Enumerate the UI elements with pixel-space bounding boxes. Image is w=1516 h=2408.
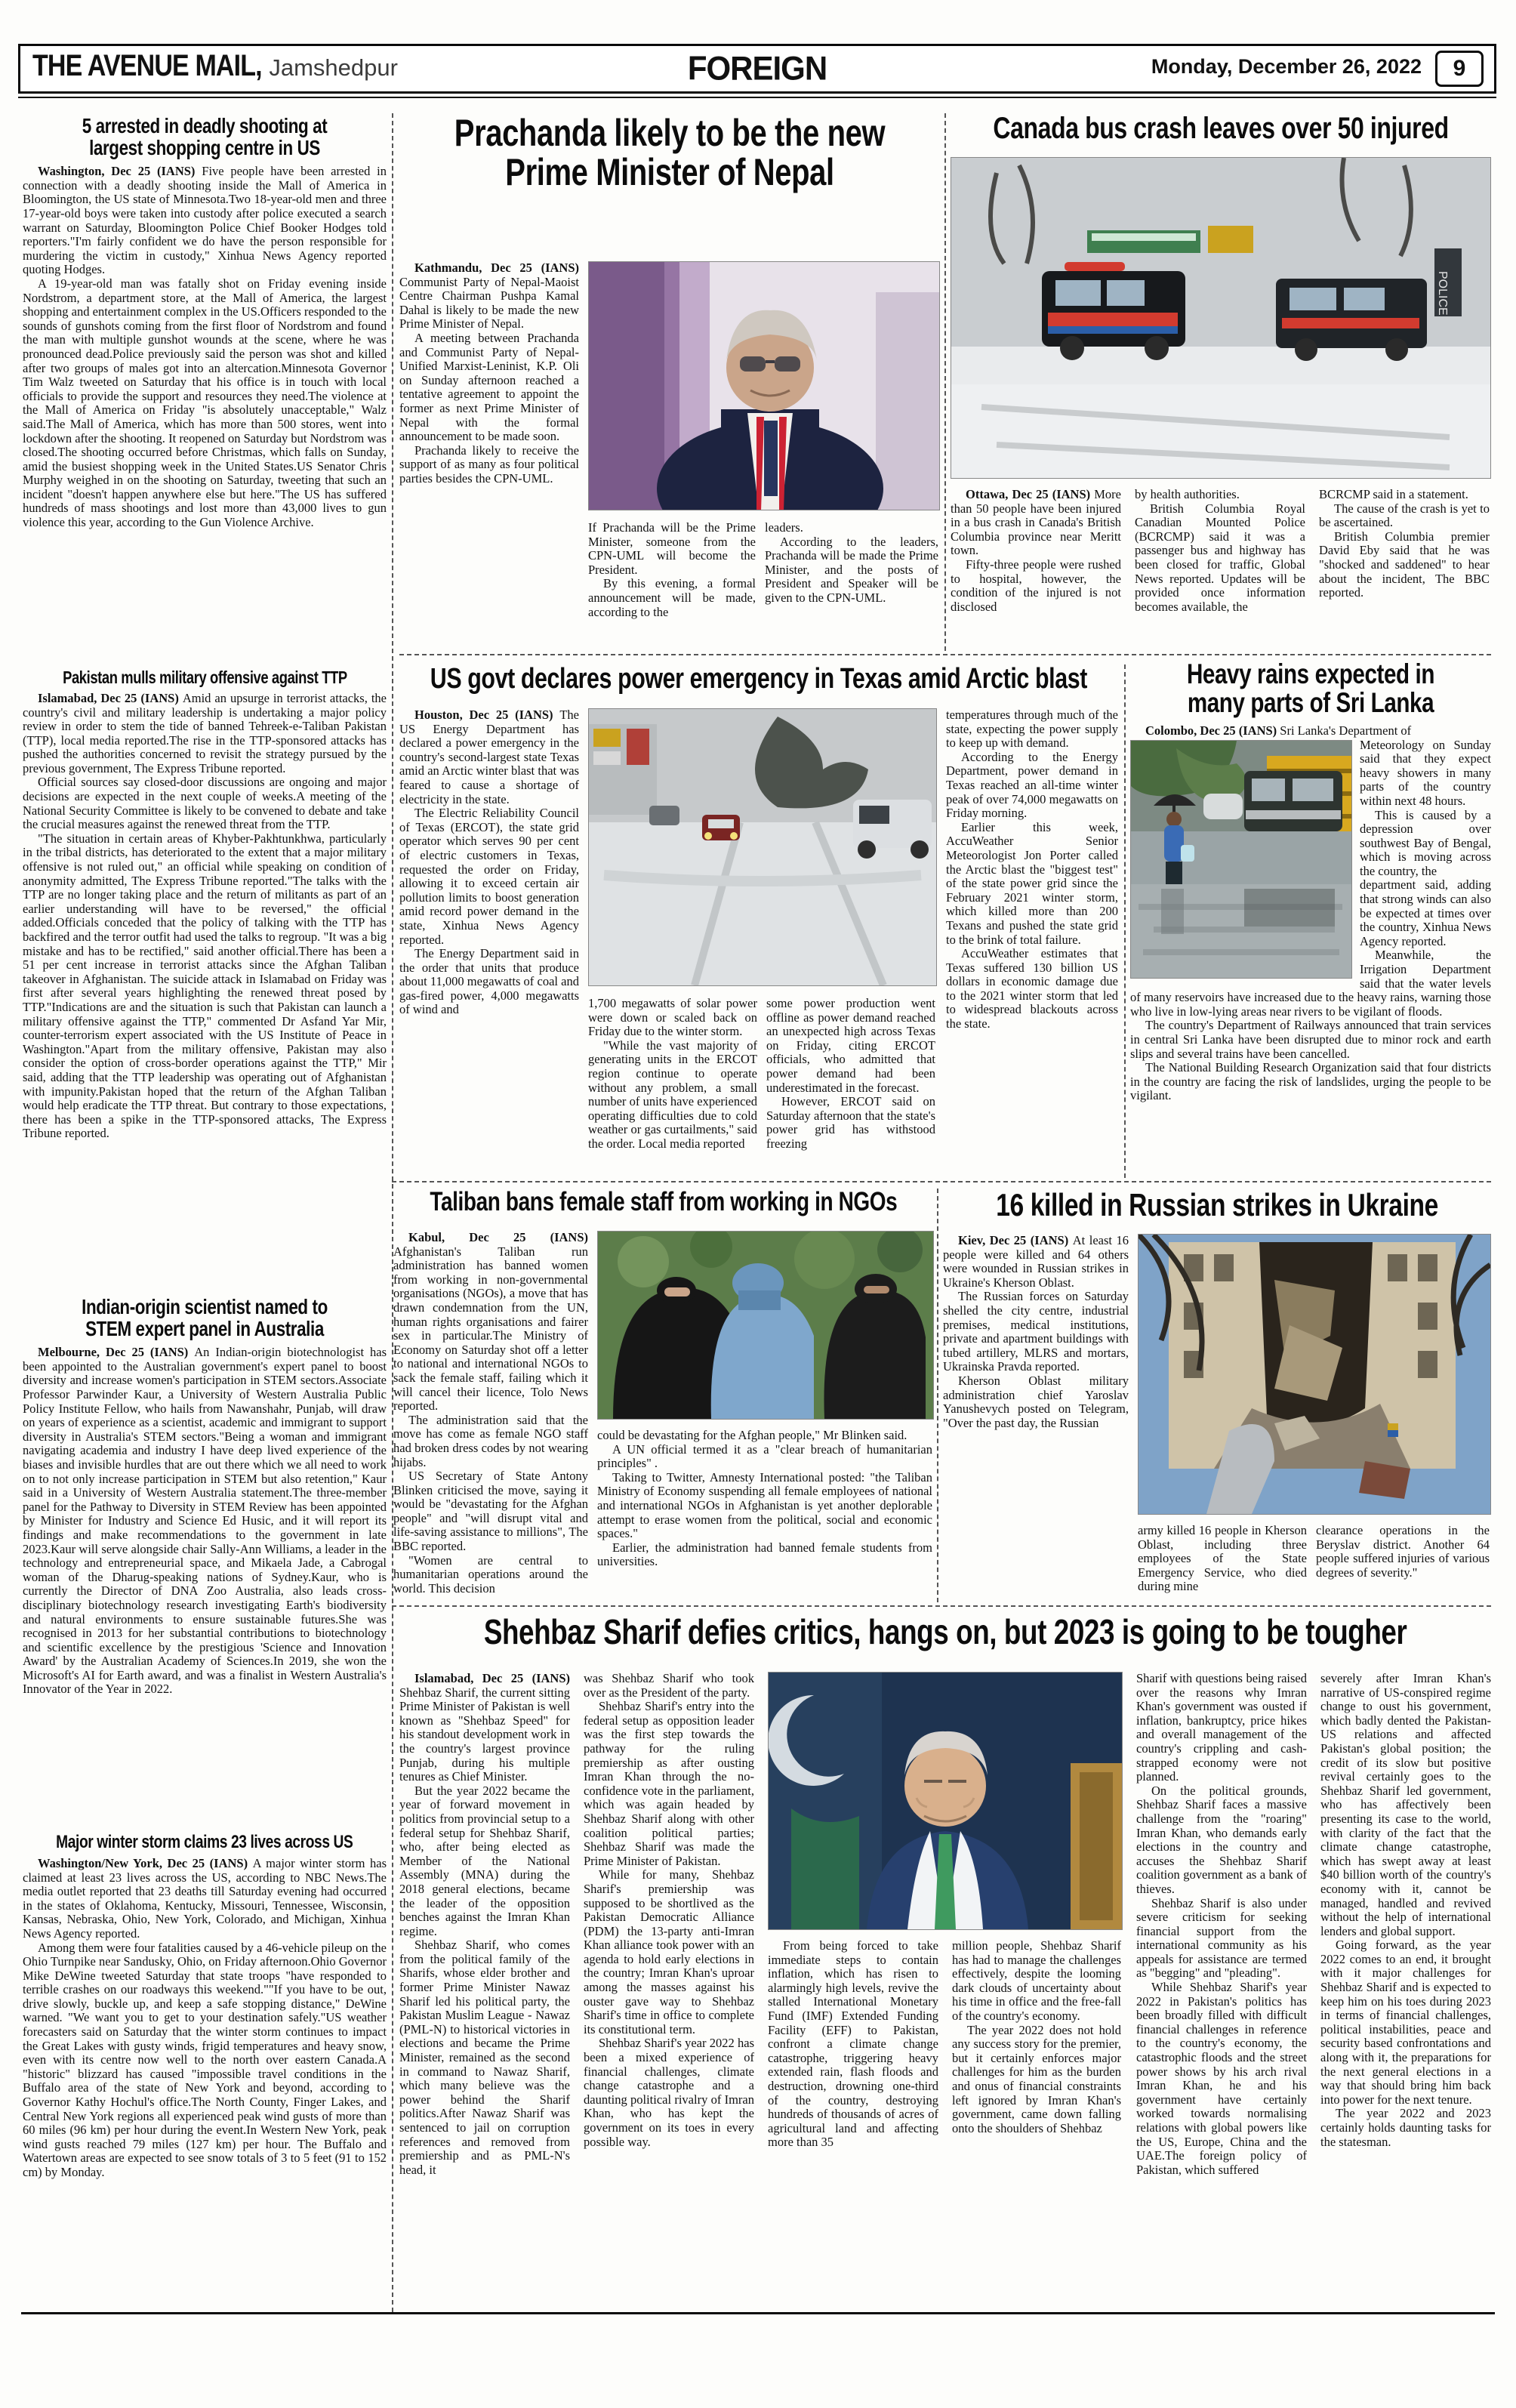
ukraine-strikes-col2 xyxy=(1138,1524,1307,1602)
paragraph: Prachanda likely to receive the support of as many as four political parties besides the CPN-UML. xyxy=(399,442,579,486)
paragraph: Earlier this week, AccuWeather Senior Meteorologist Jon Porter called the Arctic blast the "biggest test" of the state power grid since the February 2021 winter storm, which killed more than 200 Texans and pushed the state grid to the brink of total failure. xyxy=(946,819,1118,947)
paragraph: "The situation in certain areas of Khyber-Pakhtunkhwa, particularly in the tribal districts, has deteriorated to the extent that a major military offensive is not ruled out," an official while speaking on condition of anonymity admitted, The Express Tribune reported."The talks with the TTP are no longer taking place and the return of militants as part of an earlier understanding will have to be reversed," the official added.Officials conceded that the policy of talking with the TTP has backfired and the terror outfit had used the talks to regroup. "It was a big mistake and has to be rectified," said another official.There has been a 51 per cent increase in terrorist attacks since the Afghan Taliban takeover in Afghanistan. The suicide attack in Islamabad on Friday was first after several years highlighting the renewed threat posed by TTP."Indications are and the situation is such that Pakistan can launch a military offensive against the TTP," commented Dr Asfand Yar Mir, counter-terrorism expert associated with the US Institute of Peace in Washington."Apart from the military offensive, Pakistan may also consider the option of cross-border operations against the TTP," Mir said, adding that the TTP leadership was operating out of Afghanistan with impunity.Pakistan hoped that the return of the Afghan Taliban would help eradicate the TTP threat. But contrary to those expectations, there has been a spike in the TTP-sponsored attacks, The Express Tribune reported. xyxy=(23,831,387,1141)
paragraph: Fifty-three people were rushed to hospital, however, the condition of the injured is not disclosed xyxy=(951,557,1121,614)
paragraph: Shehbaz Sharif is also under severe criticism for seeking financial support from the international community as his appeals for assistance are termed as "begging" and "pleading". xyxy=(1136,1895,1307,1981)
paragraph: US Secretary of State Antony Blinken criticised the move, saying it would be "devastating for the Afghan people" and "will disrupt vital and life-saving assistance to millions", The BBC reported. xyxy=(393,1469,588,1554)
article-shehbaz xyxy=(399,1614,1491,2309)
paragraph: "Women are central to humanitarian operations around the world. This decision xyxy=(393,1552,588,1596)
shehbaz-col5 xyxy=(1136,1672,1307,2303)
paragraph: Washington, Dec 25 (IANS) Five people have been arrested in connection with a deadly shooting inside the Mall of America in Bloomington, the US state of Minnesota.Two 18-year-old men and three 17-year-old boys were taken into custody after police executed a search warrant on Saturday, Bloomington Police Chief Booker Hodges told reporters."I'm fairly confident we do have the person responsible for murdering the victim in custody," Xinhua News Agency reported quoting Hodges. xyxy=(23,165,387,277)
texas-power-col2 xyxy=(588,997,757,1175)
texas-power-col1 xyxy=(399,708,579,1175)
paragraph: The year 2022 and 2023 certainly holds daunting tasks for the statesman. xyxy=(1320,2106,1491,2149)
winter-storm-body xyxy=(23,1857,387,2295)
paragraph: Houston, Dec 25 (IANS) The US Energy Department has declared a power emergency in the country's second-largest state Texas amid an Arctic winter blast that was feared to cause a shortage of electricity in the state. xyxy=(399,708,579,806)
paragraph: Shehbaz Sharif's year 2022 has been a mixed experience of financial challenges, climate change catastrophe and a daunting political rivalry of Imran Khan, who has kept the government on its toes in every possible way. xyxy=(584,2036,754,2149)
article-taliban-ngo xyxy=(393,1189,934,1602)
shehbaz-col3 xyxy=(768,1939,938,2303)
paragraph: Ottawa, Dec 25 (IANS) More than 50 people have been injured in a bus crash in Canada's British Columbia province near Meritt town. xyxy=(951,488,1121,558)
taliban-women-photo xyxy=(597,1231,934,1420)
prachanda-photo xyxy=(588,261,940,510)
article-nepal-pm xyxy=(399,113,940,652)
paragraph: While Shehbaz Sharif's year 2022 in Pakistan's politics has been broadly filled with difficult financial challenges in reference to the country's economy, the catastrophic floods and the street power shows by his arch rival Imran Khan, he and his government have certainly worked towards normalising relations with global powers like the US, Europe, China and the UAE.The foreign policy of Pakistan, which suffered xyxy=(1136,1980,1307,2177)
paragraph: The cause of the crash is yet to be ascertained. xyxy=(1319,501,1490,530)
paragraph: temperatures through much of the state, expecting the power supply to keep up with demand. xyxy=(946,708,1118,751)
paragraph: Islamabad, Dec 25 (IANS) Amid an upsurge in terrorist attacks, the country's civil and military leadership is undertaking a major policy review in order to stem the tide of banned Tehreek-e-Taliban Pakistan (TTP), local media reported.The rise in the TTP-sponsored attacks has pushed the authorities concerned to revisit the strategy pursued by the previous government, The Express Tribune reported. xyxy=(23,691,387,775)
header-rule xyxy=(18,97,1496,98)
ukraine-damage-photo xyxy=(1138,1234,1491,1515)
ukraine-strikes-col3 xyxy=(1316,1524,1490,1602)
paragraph: was Shehbaz Sharif who took over as the President of the party. xyxy=(584,1672,754,1700)
paragraph: Colombo, Dec 25 (IANS) Sri Lanka's Department of xyxy=(1145,723,1412,738)
paragraph: could be devastating for the Afghan people," Mr Blinken said. xyxy=(597,1429,907,1442)
article-stem-panel xyxy=(23,1296,387,1697)
paragraph: From being forced to take immediate steps to contain inflation, which has risen to alarmingly high levels, revive the stalled International Monetary Fund (IMF) Extended Funding Facility (EFF) to Pakistan, confront a climate change catastrophe, triggering heavy extended rain, flash floods and destruction, drowning one-third of the country, destroying hundreds of thousands of acres of agricultural land and affecting more than 35 xyxy=(768,1939,938,2150)
paragraph: The administration said that the move has come as female NGO staff had broken dress codes by not wearing hijabs. xyxy=(393,1412,588,1469)
masthead xyxy=(18,44,1496,94)
paragraph: Kabul, Dec 25 (IANS)Afghanistan's Taliban run administration has banned women from working in non-governmental organisations (NGOs), a move that has drawn condemnation from the UN, human rights organisations and fairer sex in particular.The Ministry of Economy on Saturday shot off a letter to national and international NGOs to sack the female staff, failing which it will cancel their licence, Tolo News reported. xyxy=(393,1231,588,1414)
texas-power-col3 xyxy=(766,997,935,1175)
shehbaz-col4 xyxy=(952,1939,1121,2303)
paragraph: British Columbia Royal Canadian Mounted Police (BCRCMP) said it was a passenger bus and highway has been closed for traffic, Global News reported. Updates will be provided once information becomes available, the xyxy=(1135,501,1305,614)
paragraph: The Electric Reliability Council of Texas (ERCOT), the state grid operator which serves 90 per cent of electric customers in Texas, requested the order on Friday, allowing it to exceed certain air pollution limits to boost generation amid record power demand in the state, Xinhua News Agency reported. xyxy=(399,806,579,947)
stem-panel-headline: Indian-origin scientist named to STEM expert panel in Australia xyxy=(82,1295,328,1341)
paragraph: This is caused by a depression over southwest Bay of Bengal, which is moving across the country, the xyxy=(1360,807,1491,878)
mall-shooting-headline: 5 arrested in deadly shooting at largest shopping centre in US xyxy=(82,114,328,160)
paragraph: Earlier, the administration had banned female students from universities. xyxy=(597,1540,932,1569)
article-pakistan-ttp xyxy=(23,669,387,1141)
paragraph: army killed 16 people in Kherson Oblast, including three employees of the State Emergency Service, who died during mine xyxy=(1138,1524,1307,1594)
article-winter-storm xyxy=(23,1833,387,2295)
texas-power-col4 xyxy=(946,708,1118,1175)
shehbaz-col2 xyxy=(584,1672,754,2303)
srilanka-flood-photo xyxy=(1130,740,1352,979)
paragraph: Among them were four fatalities caused by a 46-vehicle pileup on the Ohio Turnpike near Sandusky, Ohio, on Friday afternoon.Ohio Governor Mike DeWine tweeted Saturday that state troops "have responded to terrible crashes on our roadways this weekend.""If you have to be out, drive slowly, buckle up, and keep a safe stopping distance," DeWine warned. "We want you to get to your destination safely."US weather forecasters said on Saturday that the winter storm continues to impact the Great Lakes with gusty winds, frigid temperatures and heavy snow, even with its centre now well to the north over eastern Canada.A "historic" blizzard has caused "impossible travel conditions in the Buffalo area of the state of New York and beyond, according to Governor Kathy Hochul's office.The North County, Finger Lakes, and Central New York regions all experienced peak wind gusts of more than 60 miles (96 km) per hour during the event.In Western New York, peak wind gusts reached 79 miles (127 km) per hour. The Buffalo and Watertown areas are expected to see snow totals of 3 to 5 feet (91 to 152 cm) by Monday. xyxy=(23,1940,387,2180)
paragraph: by health authorities. xyxy=(1135,488,1240,501)
texas-power-headline: US govt declares power emergency in Texas amid Arctic blast xyxy=(430,663,1088,695)
article-srilanka-rains xyxy=(1130,660,1491,1178)
masthead-city: Jamshedpur xyxy=(269,54,398,81)
taliban-ngo-col2 xyxy=(597,1429,932,1601)
paragraph: some power production went offline as power demand reached an unexpected high across Texas on Friday, citing ERCOT officials, who admitted that power demand had been underestimated in the forecast. xyxy=(766,997,935,1095)
paragraph: Official sources say closed-door discussions are ongoing and major decisions are expected in the next couple of weeks.A meeting of the National Security Committee is likely to be convened to debate and take the crucial measures against the renewed threat from the TTP. xyxy=(23,775,387,832)
paragraph: The Energy Department said in the order that units that produce about 11,000 megawatts of coal and gas-fired power, 4,000 megawatts of wind and xyxy=(399,946,579,1017)
divider-nepal-canada xyxy=(944,113,946,651)
section-title: FOREIGN xyxy=(687,49,827,88)
canada-crash-photo xyxy=(951,157,1491,479)
divider-row2-row3 xyxy=(392,1181,1491,1182)
paragraph: If Prachanda will be the Prime Minister, someone from the CPN-UML will become the President. xyxy=(588,521,756,577)
paragraph: 1,700 megawatts of solar power were down or scaled back on Friday due to the winter storm. xyxy=(588,997,757,1039)
pakistan-ttp-body xyxy=(23,692,387,1141)
paragraph: department said, adding that strong winds can also be expected at times over the country, Xinhua News Agency reported. xyxy=(1360,877,1491,948)
canada-crash-col2 xyxy=(1135,488,1305,652)
ukraine-strikes-col1 xyxy=(943,1234,1129,1601)
paragraph: The National Building Research Organization said that four districts in the country are facing the risk of landslides, urging the people to be vigilant. xyxy=(1130,1060,1491,1103)
paragraph: According to the Energy Department, power demand in Texas reached an all-time winter peak of over 74,000 megawatts on Friday morning. xyxy=(946,749,1118,821)
mall-shooting-body xyxy=(23,165,387,529)
srilanka-rains-body xyxy=(1130,724,1491,1103)
paragraph: severely after Imran Khan's narrative of US-conspired regime change to oust his government, which badly dented the Pakistan-US relations and affected Pakistan's global position; the credit of its slow but positive revival certainly goes to the Shehbaz Sharif led government, who has affectively been presenting its case to the world, with clarity of the fact that the climate change catastrophe, which has swept away at least $40 billion worth of the country's economy with it, cannot be managed, handled and revived without the help of international lenders and global support. xyxy=(1320,1672,1491,1938)
divider-taliban-ukraine xyxy=(937,1189,938,1602)
nepal-pm-headline: Prachanda likely to be the new Prime Minister of Nepal xyxy=(454,112,886,193)
canada-crash-col3 xyxy=(1319,488,1490,652)
shehbaz-photo xyxy=(768,1672,1123,1930)
winter-storm-headline: Major winter storm claims 23 lives across US xyxy=(56,1832,353,1852)
divider-row1-row2 xyxy=(399,654,1491,655)
shehbaz-col6 xyxy=(1320,1672,1491,2303)
paragraph: Meanwhile, the Irrigation Department said that the water levels of many reservoirs have increased due to the heavy rains, warning those who live in low-lying areas near rivers to be vigilant of floods. xyxy=(1130,948,1491,1019)
paragraph: Shehbaz Sharif's entry into the federal setup as opposition leader was the first step towards the pathway for the ruling premiership as after ousting Imran Khan through the no-confidence vote in the parliament, which was again headed by Shehbaz Sharif along with other coalition political parties; Shehbaz Sharif was made the Prime Minister of Pakistan. xyxy=(584,1699,754,1868)
paragraph: Going forward, as the year 2022 comes to an end, it brought with it major challenges for Shehbaz Sharif and is expected to keep him on his toes during 2023 in terms of financial challenges, political instabilities, peace and security based confrontations and along with it, the preparations for the next general elections in a way that should bring him back into power for the next tenure. xyxy=(1320,1938,1491,2107)
paragraph: According to the leaders, Prachanda will be made the Prime Minister, and the posts of President and Speaker will be given to the CPN-UML. xyxy=(765,534,938,605)
masthead-title: THE AVENUE MAIL, xyxy=(32,49,262,82)
svg-text:POLICE: POLICE xyxy=(1436,271,1449,316)
taliban-ngo-headline: Taliban bans female staff from working in NGOs xyxy=(430,1187,898,1216)
paragraph: "While the vast majority of generating units in the ERCOT region continue to operate without any problem, a small number of units have experienced operating difficulties due to cold weather or gas curtailments," said the order. Local media reported xyxy=(588,1038,757,1151)
ukraine-strikes-headline: 16 killed in Russian strikes in Ukraine xyxy=(996,1187,1438,1222)
nepal-pm-col1 xyxy=(399,261,579,654)
nepal-pm-col2 xyxy=(588,521,756,654)
paragraph: A UN official termed it as a "clear breach of humanitarian principles" . xyxy=(597,1441,932,1471)
paragraph: clearance operations in the Beryslav district. Another 64 people suffered injuries of various degrees of severity." xyxy=(1316,1524,1490,1580)
paragraph: leaders. xyxy=(765,521,803,535)
paragraph: AccuWeather estimates that Texas suffered 130 billion US dollars in economic damage due to the 2021 winter storm that led to widespread blackouts across the state. xyxy=(946,946,1118,1031)
nepal-pm-col3 xyxy=(765,521,938,654)
canada-crash-col1 xyxy=(951,488,1121,652)
stem-panel-body xyxy=(23,1346,387,1697)
article-texas-power xyxy=(399,664,1118,1178)
divider-texas-srilanka xyxy=(1124,664,1126,1178)
bottom-rule xyxy=(21,2312,1495,2314)
shehbaz-col1 xyxy=(399,1672,570,2303)
shehbaz-headline: Shehbaz Sharif defies critics, hangs on, but 2023 is going to be tougher xyxy=(483,1612,1407,1651)
paragraph: Shehbaz Sharif, who comes from the political family of the Sharifs, whose elder brother and former Prime Minister Nawaz Sharif led his political party, the Pakistan Muslim League - Nawaz (PML-N) to historical victories in elections and became the Prime Minister, remained as the second in command to Nawaz Sharif, which many believe was the power behind the Sharif politics.After Nawaz Sharif was sentenced to jail on corruption references and removed from premiership and as PML-N's head, it xyxy=(399,1938,570,2177)
paragraph: A meeting between Prachanda and Communist Party of Nepal-Unified Marxist-Leninist, K.P. Oli on Sunday afternoon reached a tentative agreement to appoint the former as next Prime Minister of Nepal with the formal announcement to be made soon. xyxy=(399,330,579,444)
page-number: 9 xyxy=(1435,51,1484,87)
paragraph: However, ERCOT said on Saturday afternoon that the state's power grid has withstood freezing xyxy=(766,1094,935,1151)
paragraph: BCRCMP said in a statement. xyxy=(1319,488,1468,501)
paragraph: The year 2022 does not hold any success story for the premier, but it certainly enforces major challenges for him as the burden and onus of financial constraints left ignored by Imran Khan's government, came down falling onto the shoulders of Shehbaz xyxy=(952,2022,1121,2135)
paragraph: Washington/New York, Dec 25 (IANS) A major winter storm has claimed at least 23 lives across the US, according to NBC News.The media outlet reported that 23 deaths till Saturday evening had occurred in the states of Oklahoma, Kentucky, Missouri, Tennessee, Wisconsin, Kansas, Nebraska, Ohio, New York, Colorado, and Michigan, Xinhua News Agency reported. xyxy=(23,1856,387,1941)
pakistan-ttp-headline: Pakistan mulls military offensive against TTP xyxy=(62,668,347,687)
paragraph: Islamabad, Dec 25 (IANS)Shehbaz Sharif, the current sitting Prime Minister of Pakistan is well known as "Shehbaz Speed" for his standout development work in the country's largest province Punjab, during his multiple tenures as Chief Minister. xyxy=(399,1672,570,1784)
paragraph: Meteorology on Sunday said that they expect heavy showers in many parts of the country within next 48 hours. xyxy=(1360,737,1491,808)
texas-storm-photo xyxy=(588,708,937,986)
srilanka-rains-headline: Heavy rains expected in many parts of Sri Lanka xyxy=(1186,658,1435,719)
paragraph: Sharif with questions being raised over the reasons why Imran Khan's government was ousted if inflation, bankruptcy, price hikes and overall management of the country's crippling and cash-strapped economy were not planned. xyxy=(1136,1672,1307,1784)
divider-row3-shehbaz xyxy=(392,1605,1491,1607)
paragraph: While for many, Shehbaz Sharif's premiership was supposed to be shortlived as the Pakistan Democratic Alliance (PDM) the 13-party anti-Imran Khan alliance took power with an agenda to hold early elections in the country; Imran Khan's uproar among the masses against his ouster gave way to Shehbaz Sharif's time in office to complete its constitutional term. xyxy=(584,1867,754,2036)
paragraph: On the political grounds, Shehbaz Sharif faces a massive challenge from the "roaring" Imran Khan, who demands early elections in the country and accuses the Shehbaz Sharif coalition government as a bank of thieves. xyxy=(1136,1783,1307,1896)
paragraph: Melbourne, Dec 25 (IANS) An Indian-origin biotechnologist has been appointed to the Australian government's expert panel to boost diversity and increase women's participation in STEM sectors.Associate Professor Parwinder Kaur, a University of Western Australia Public Policy Institute Fellow, who hails from Nawanshahr, Punjab, will draw on years of experience as a scientist, academic and immigrant to support diversity in Australia's STEM sectors."Being a woman and immigrant navigating academia and industry I have deep lived experience of the biases and invisible hurdles that are out there which we all need to work on to not only increase participation in STEM but also retention," Kaur said in a University of Western Australia statement.The three-member panel for the Pathway to Diversity in STEM Review has been appointed by Minister for Industry and Science Ed Husic, and it will report its findings and make recommendations to the government in late 2023.Kaur will serve alongside chair Sally-Ann Williams, a leader in the technology and entrepreneurial space, and Mikaela Jade, a Cabrogal woman of the Dharug-speaking nations of Sydney.Kaur, who is currently the Director of DNA Zoo Australia, also leads cross-disciplinary biotechnology research investigating Earth's biodiversity and natural environments to ensure sustainable futures.She was recognised in 2013 for her substantial contributions to biotechnology and scientific excellence by the prestigious 'Science and Innovation Award' by the Australian Academy of Sciences.In 2019, she won the Microsoft's AI for Earth award, and was a finalist in Western Australia's Innovator of the Year in 2022. xyxy=(23,1346,387,1697)
paragraph: The country's Department of Railways announced that train services in central Sri Lanka have been disrupted due to minor rock and earth slips and several trains have been cancelled. xyxy=(1130,1018,1491,1061)
paragraph: The Russian forces on Saturday shelled the city centre, industrial premises, medical institutions, private and apartment buildings with tubed artillery, MLRS and mortars, Ukrainska Pravda reported. xyxy=(943,1289,1129,1374)
canada-crash-headline: Canada bus crash leaves over 50 injured xyxy=(993,112,1449,145)
paragraph: A 19-year-old man was fatally shot on Friday evening inside Nordstrom, a department store, at the Mall of America, the largest shopping and entertainment complex in the US.Officers responded to the sounds of gunshots coming from the first floor of Nordstrom and found the man with multiple gunshot wounds at the scene, where he was pronounced dead.Police previously said the person was shot and killed after two groups of males got into an altercation.Minnesota Governor Tim Walz tweeted on Saturday that his office is in touch with local officials to provide the support and resources they need.The violence at the Mall of America on Friday "is absolutely unacceptable," Walz said.The Mall of America, which has more than 500 stores, went into lockdown after the shooting. It reopened on Saturday but Nordstrom was closed.The shooting occurred before Christmas, which falls on Sunday, amid the busiest shopping week in the United States.US Senator Chris Murphy weighed in on the shooting on Saturday, tweeting that such an incident "doesn't happen anywhere else but here."The US has suffered hundreds of mass shootings and lost more than 43,000 lives to gun violence this year, according to the Gun Violence Archive. xyxy=(23,276,387,530)
paragraph: million people, Shehbaz Sharif has had to manage the challenges effectively, despite the looming dark clouds of uncertainty about his time in office and the free-fall of the country's economy. xyxy=(952,1939,1121,2023)
article-ukraine-strikes xyxy=(943,1189,1491,1602)
article-canada-crash xyxy=(951,113,1491,652)
paragraph: British Columbia premier David Eby said that he was "shocked and saddened" to hear about the incident, The BBC reported. xyxy=(1319,529,1490,600)
paragraph: But the year 2022 became the year of forward movement in politics from provincial setup to a federal setup for Shehbaz Sharif, who, after being elected as Member of the National Assembly (MNA) during the 2018 general elections, became the leader of the opposition benches against the Imran Khan regime. xyxy=(399,1783,570,1938)
paragraph: Kathmandu, Dec 25 (IANS)Communist Party of Nepal-Maoist Centre Chairman Pushpa Kamal Dahal is likely to be made the new Prime Minister of Nepal. xyxy=(399,261,579,331)
paragraph: Kherson Oblast military administration chief Yaroslav Yanushevych posted on Telegram, "Over the past day, the Russian xyxy=(943,1373,1129,1430)
paragraph: Kiev, Dec 25 (IANS) At least 16 people were killed and 64 others were wounded in Russian strikes in Ukraine's Kherson Oblast. xyxy=(943,1234,1129,1290)
paragraph: Taking to Twitter, Amnesty International posted: "the Taliban Ministry of Economy suspending all female employees of national and international NGOs in Afghanistan is yet another deplorable attempt to erase women from the political, social and economic spaces." xyxy=(597,1469,932,1541)
article-mall-shooting xyxy=(23,115,387,530)
paragraph: By this evening, a formal announcement will be made, according to the xyxy=(588,576,756,619)
edition-date: Monday, December 26, 2022 xyxy=(1151,55,1422,78)
taliban-ngo-col1 xyxy=(393,1231,588,1601)
